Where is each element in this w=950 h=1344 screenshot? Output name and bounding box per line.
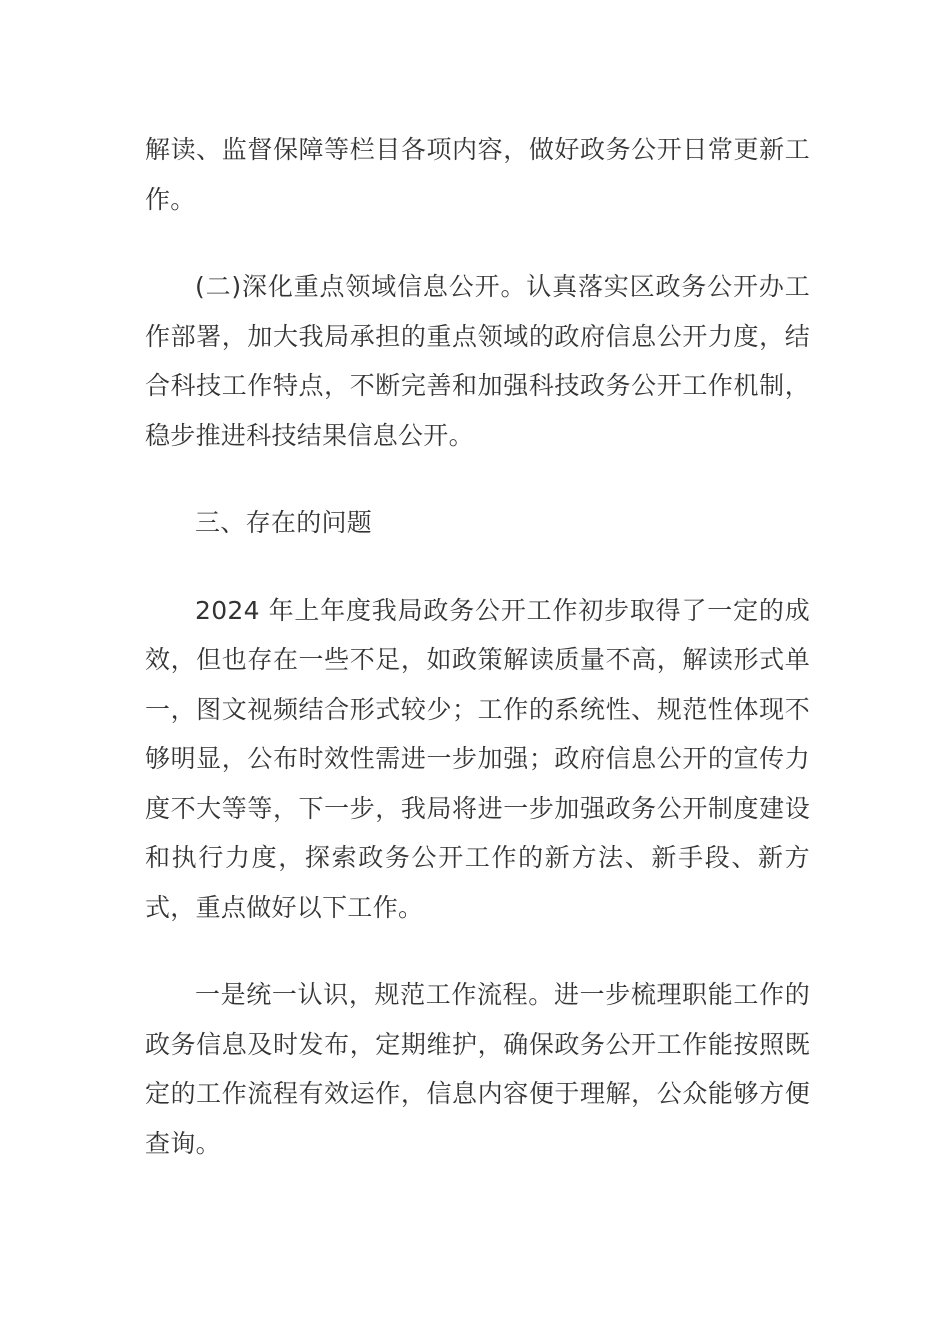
document-page xyxy=(145,125,810,1206)
paragraph-continuation: 解读、监督保障等栏目各项内容，做好政务公开日常更新工作。 xyxy=(145,135,810,214)
paragraph-section-2: (二)深化重点领域信息公开。认真落实区政务公开办工作部署，加大我局承担的重点领域的政府信息公开力度，结合科技工作特点，不断完善和加强科技政务公开工作机制，稳步推进科技结果信息公开。 xyxy=(145,272,810,450)
paragraph-unify-understanding: 一是统一认识，规范工作流程。进一步梳理职能工作的政务信息及时发布，定期维护，确保政务公开工作能按照既定的工作流程有效运作，信息内容便于理解，公众能够方便查询。 xyxy=(145,980,810,1158)
heading-existing-problems: 三、存在的问题 xyxy=(195,508,373,537)
paragraph-problems-summary: 2024 年上年度我局政务公开工作初步取得了一定的成效，但也存在一些不足，如政策解读质量不高，解读形式单一，图文视频结合形式较少；工作的系统性、规范性体现不够明显，公布时效性需进一步加强；政府信息公开的宣传力度不大等等，下一步，我局将进一步加强政务公开制度建设和执行力度，探索政务公开工作的新方法、新手段、新方式，重点做好以下工作。 xyxy=(145,595,810,922)
